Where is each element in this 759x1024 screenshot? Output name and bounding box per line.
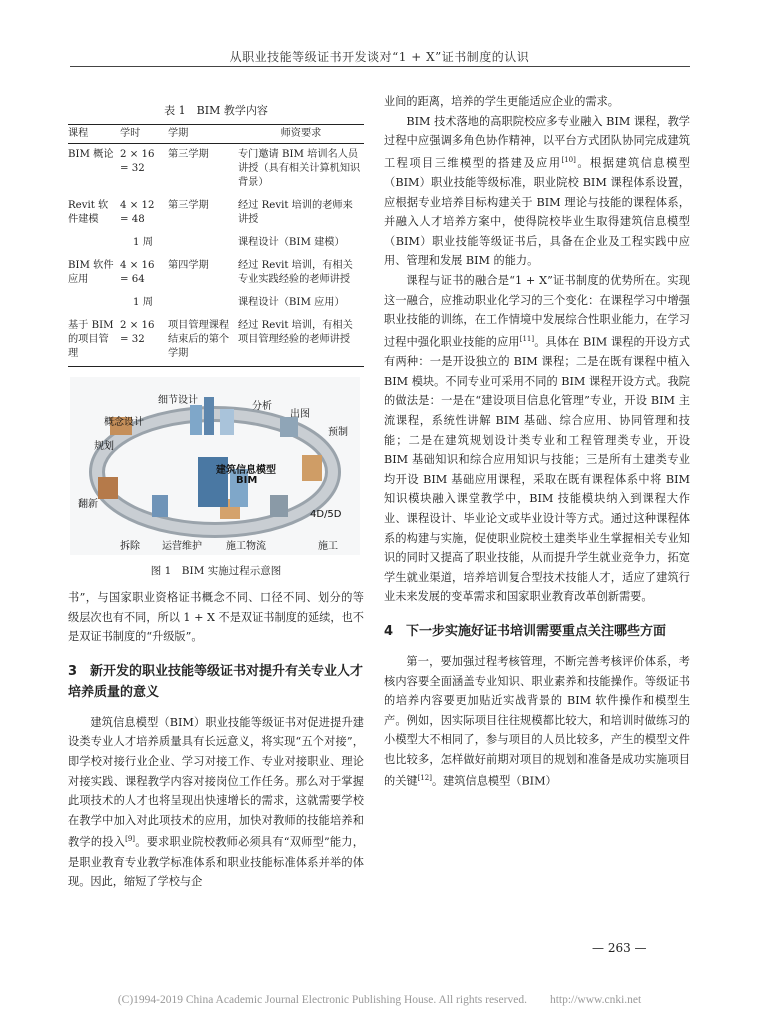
paragraph-text: 。建筑信息模型（BIM） <box>431 775 557 789</box>
table-row <box>68 315 364 367</box>
left-column <box>68 80 364 892</box>
table-cell: 第四学期 <box>168 260 209 271</box>
table-cell: 1 周 <box>133 237 153 248</box>
table-row <box>68 195 364 232</box>
right-paragraph-2 <box>384 112 690 271</box>
stage-label: 施工物流 <box>226 541 266 552</box>
table-row <box>68 292 364 315</box>
table-cell: 经过 Revit 培训的老师来讲授 <box>238 200 353 225</box>
center-label: 建筑信息模型 <box>216 465 276 476</box>
table-cell: 经过 Revit 培训，有相关专业实践经验的老师讲授 <box>238 260 353 285</box>
table-cell: 1 周 <box>133 297 153 308</box>
copyright-watermark: (C)1994-2019 China Academic Journal Electronic Publishing House. All rights reserved. http://www.cnki.net <box>117 994 642 1006</box>
table-caption: 表 1 BIM 教学内容 <box>164 104 268 117</box>
stage-label: 拆除 <box>120 541 140 552</box>
building-shape <box>302 455 322 481</box>
table-cell: BIM 概论 <box>68 149 114 160</box>
center-sub-label: BIM <box>236 475 258 486</box>
table-cell: BIM 软件应用 <box>68 260 114 285</box>
table-row <box>68 144 364 196</box>
table-cell: 经过 Revit 培训，有相关项目管理经验的老师讲授 <box>238 315 364 367</box>
table-header-cell: 学期 <box>168 125 238 144</box>
citation: [11] <box>519 334 535 343</box>
table-header-cell: 课程 <box>68 125 120 144</box>
left-paragraph-2 <box>68 713 364 892</box>
table-header-cell: 师资要求 <box>238 125 364 144</box>
paragraph-text: 第一，要加强过程考核管理，不断完善考核评价体系，考核内容要全面涵盖专业知识、职业素养和技能操作。等级证书的培养内容要更加贴近实战背景的 BIM 软件操作和模型生产。例如，因实际项目往往规模都比较大，和培训时做练习的小模型大不相同了，参与项目的人员比较多，产生的模型文件也比较多，怎样做好前期对项目的规划和准备是成功实施项目的关键 <box>384 654 690 789</box>
citation: [12] <box>417 774 432 783</box>
stage-label: 运营维护 <box>162 541 202 552</box>
stage-label: 分析 <box>252 401 272 412</box>
table-row <box>68 255 364 292</box>
building-shape <box>270 495 288 517</box>
section-4-heading: 4 下一步实施好证书培训需要重点关注哪些方面 <box>384 623 667 639</box>
header-rule <box>70 66 690 67</box>
table-header-cell: 学时 <box>120 125 168 144</box>
table-cell: Revit 软件建模 <box>68 200 109 225</box>
table-header-row <box>68 125 364 144</box>
paragraph-text: 建筑信息模型（BIM）职业技能等级证书对促进提升建设类专业人才培养质量具有长远意义，将实现“五个对接”，即学校对接行业企业、学习对接工作、专业对接职业、理论对接实践、课程教学内容对接岗位工作任务。那么对于掌握此项技术的人才也将呈现出快速增长的需求，这就需要学校在教学中加入对此项技术的应用，加快对教师的技能培养和教学的投入 <box>68 715 364 850</box>
stage-label: 细节设计 <box>158 395 198 406</box>
stage-label: 出图 <box>290 409 310 420</box>
bim-process-figure <box>70 377 360 555</box>
table-cell <box>168 232 238 255</box>
right-paragraph-1: 业间的距离，培养的学生更能适应企业的需求。 <box>384 95 619 108</box>
stage-label: 规划 <box>94 441 114 452</box>
page-number: — 263 — <box>592 941 647 955</box>
stage-label: 预制 <box>328 427 348 438</box>
citation: [9] <box>125 835 136 844</box>
table-row <box>68 232 364 255</box>
running-header: 从职业技能等级证书开发谈对“1 + X”证书制度的认识 <box>229 50 530 64</box>
table-cell: 第三学期 <box>168 200 209 211</box>
section-3-heading: 3 新开发的职业技能等级证书对提升有关专业人才培养质量的意义 <box>68 663 364 700</box>
table-cell <box>68 232 120 255</box>
figure-caption: 图 1 BIM 实施过程示意图 <box>150 565 282 577</box>
building-shape <box>98 477 118 499</box>
table-cell: 2 × 16 = 32 <box>120 315 168 367</box>
citation: [10] <box>561 155 576 164</box>
stage-label: 概念设计 <box>104 417 144 428</box>
paragraph-text: 。要求职业院校教师必须具有“双师型”能力，是职业教育专业教学标准体系和职业技能标准体系并举的体现。因此，缩短了学校与企 <box>68 836 364 889</box>
paragraph-text: BIM 技术落地的高职院校应多专业融入 BIM 课程，教学过程中应强调多角色协作精神，以平台方式团队协同完成建筑工程项目三维模型的搭建及应用 <box>384 114 690 170</box>
table-cell: 4 × 12 = 48 <box>120 200 155 225</box>
table-cell: 专门邀请 BIM 培训名人员讲授（具有相关计算机知识背景） <box>238 149 361 188</box>
building-shape <box>280 417 298 437</box>
stage-label: 翻新 <box>78 499 98 510</box>
right-column <box>384 92 690 792</box>
left-paragraph-1: 书”，与国家职业资格证书概念不同、口径不同、划分的等级层次也有不同，所以 1 + X 不是双证书制度的延续，也不是双证书制度的“升级版”。 <box>68 591 364 644</box>
paragraph-text: 。具体在 BIM 课程的开设方式有两种：一是开设独立的 BIM 课程；二是在既有课程中植入 BIM 模块。不同专业可采用不同的 BIM 课程开设方式。我院的做法是：一是在“建设项目信息化管理”专业，开设 BIM 主流课程，系统性讲解 BIM 基础、综合应用、协同管理和技能；二是在建筑规划设计类专业和工程管理类专业，开设 BIM 基础知识和综合应用知识与技能；三是所有土建类专业均开设 BIM 基础应用课程，采取在既有课程体系中将 BIM 知识模块融入课堂教学中，BIM 技能模块纳入到课程大作业、课程设计、毕业论文或毕业设计等方式。通过这种课程体系的构建与实施，促使职业院校土建类毕业生掌握相关专业知识的同时又提高了职业技能，从而提升学生就业竞争力，拓宽学生就业渠道，培养培训复合型技术技能人才，适应了建筑行业未来发展的变革需求和国家职业教育改革创新需要。 <box>384 335 690 604</box>
table-cell: 课程设计（BIM 建模） <box>238 237 345 248</box>
table-cell: 项目管理课程结束后的第个学期 <box>168 315 238 367</box>
building-shape <box>204 397 214 435</box>
paragraph-text: 课程与证书的融合是“1 + X”证书制度的优势所在。实现这一融合，应推动职业化学习的三个变化：在课程学习中增强职业技能的训练，在工作情境中发展综合性职业能力，在学习过程中强化职业技能的应用 <box>384 274 690 349</box>
table-cell: 2 × 16 = 32 <box>120 149 155 174</box>
table-cell <box>168 292 238 315</box>
stage-label: 4D/5D <box>310 509 342 520</box>
table-cell: 课程设计（BIM 应用） <box>238 297 345 308</box>
stage-label: 施工 <box>318 541 338 552</box>
table-cell: 4 × 16 = 64 <box>120 260 155 285</box>
table-cell: 第三学期 <box>168 149 209 160</box>
building-shape <box>152 495 168 517</box>
building-shape <box>190 405 202 435</box>
bim-cycle-illustration <box>70 377 360 555</box>
right-paragraph-3 <box>384 271 690 607</box>
table-cell: 基于 BIM 的项目管理 <box>68 315 120 367</box>
paragraph-text: 。根据建筑信息模型（BIM）职业技能等级标准，职业院校 BIM 课程体系设置，应根据专业培养目标构建关于 BIM 理论与技能的课程体系，并融入人才培养方案中，使得院校毕业生取得建筑信息模型（BIM）职业技能等级证书后，具备在企业及工程实践中应用、管理和发展 BIM 的能力。 <box>384 156 690 268</box>
right-paragraph-4 <box>384 652 690 792</box>
table-cell <box>68 292 120 315</box>
bim-teaching-table <box>68 124 364 367</box>
building-shape <box>220 409 234 435</box>
